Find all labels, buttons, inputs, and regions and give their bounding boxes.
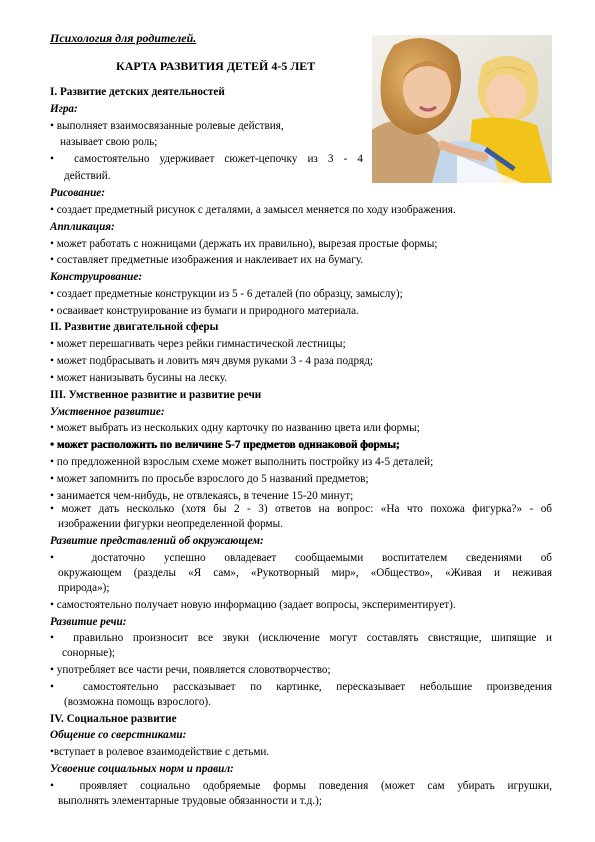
list-item-continuation: сонорные); xyxy=(62,647,116,659)
subheading-igra: Игра: xyxy=(50,103,78,115)
section-2-heading: II. Развитие двигательной сферы xyxy=(50,321,219,333)
list-item: • создает предметный рисунок с деталями, а замысел меняется по ходу изображения. xyxy=(50,204,456,216)
section-4-heading: IV. Социальное развитие xyxy=(50,713,177,725)
list-item: • самостоятельно удерживает сюжет-цепочку из 3 - 4 xyxy=(50,153,363,165)
list-item: • занимается чем-нибудь, не отвлекаясь, в течение 15-20 минут; xyxy=(50,490,354,502)
list-item: • может подбрасывать и ловить мяч двумя руками 3 - 4 раза подряд; xyxy=(50,355,374,367)
list-item: • может выбрать из нескольких одну карточку по названию цвета или формы; xyxy=(50,422,420,434)
list-item: • правильно произносит все звуки (исключение могут составлять свистящие, шипящие и xyxy=(50,632,553,644)
list-item: • может работать с ножницами (держать их правильно), вырезая простые формы; xyxy=(50,238,438,250)
subheading-rechi: Развитие речи: xyxy=(50,616,127,628)
subheading-predstavleniy: Развитие представлений об окружающем: xyxy=(50,535,264,547)
list-item: • может расположить по величине 5-7 предметов одинаковой формы; xyxy=(50,439,400,451)
list-item: •вступает в ролевое взаимодействие с детьми. xyxy=(50,746,270,758)
list-item-continuation: называет свою роль; xyxy=(60,136,158,148)
mother-child-photo xyxy=(372,35,552,183)
subheading-applikaciya: Аппликация: xyxy=(50,221,115,233)
list-item: • создает предметные конструкции из 5 - 6 деталей (по образцу, замыслу); xyxy=(50,288,403,300)
page-header: Психология для родителей. xyxy=(50,31,197,45)
section-3-heading: III. Умственное развитие и развитие речи xyxy=(50,389,262,401)
list-item: • достаточно успешно овладевает сообщаемыми воспитателем сведениями об xyxy=(50,552,553,564)
list-item-continuation: изображении фигурки неопределенной формы. xyxy=(58,518,283,530)
list-item: • осваивает конструирование из бумаги и природного материала. xyxy=(50,305,359,317)
list-item: • самостоятельно рассказывает по картинке, пересказывает небольшие произведения xyxy=(50,681,552,693)
list-item: • по предложенной взрослым схеме может выполнить постройку из 4-5 деталей; xyxy=(50,456,434,468)
bullet: • xyxy=(50,120,54,132)
section-1-heading: I. Развитие детских деятельностей xyxy=(50,86,225,98)
subheading-usvoenie: Усвоение социальных норм и правил: xyxy=(50,763,234,775)
list-item: • составляет предметные изображения и наклеивает их на бумагу. xyxy=(50,254,364,266)
list-item-continuation: окружающем (разделы «Я сам», «Рукотворный мир», «Общество», «Живая и неживая xyxy=(58,567,552,579)
list-item: • самостоятельно получает новую информацию (задает вопросы, экспериментирует). xyxy=(50,599,456,611)
list-item: • может нанизывать бусины на леску. xyxy=(50,372,228,384)
list-item-continuation: выполнять элементарные трудовые обязанности и т.д.); xyxy=(58,795,322,807)
list-item-continuation: (возможна помощь взрослого). xyxy=(64,696,211,708)
subheading-umstvennoe: Умственное развитие: xyxy=(50,406,165,418)
list-item-continuation: природа»); xyxy=(58,582,110,594)
subheading-risovanie: Рисование: xyxy=(50,187,105,199)
list-item: • проявляет социально одобряемые формы поведения (может сам убирать игрушки, xyxy=(50,780,553,792)
list-item: • выполняет взаимосвязанные ролевые действия, xyxy=(50,120,284,132)
list-item: • употребляет все части речи, появляется словотворчество; xyxy=(50,664,331,676)
photo-illustration xyxy=(372,35,552,183)
list-item: • может перешагивать через рейки гимнастической лестницы; xyxy=(50,338,346,350)
list-item-continuation: действий. xyxy=(64,170,111,182)
list-item: • может дать несколько (хотя бы 2 - 3) ответов на вопрос: «На что похожа фигурка?» - об xyxy=(50,503,552,515)
subheading-konstruirovanie: Конструирование: xyxy=(50,271,143,283)
page-title: КАРТА РАЗВИТИЯ ДЕТЕЙ 4-5 ЛЕТ xyxy=(116,59,316,73)
list-item: • может запомнить по просьбе взрослого до 5 названий предметов; xyxy=(50,473,369,485)
subheading-obshchenie: Общение со сверстниками: xyxy=(50,729,187,741)
